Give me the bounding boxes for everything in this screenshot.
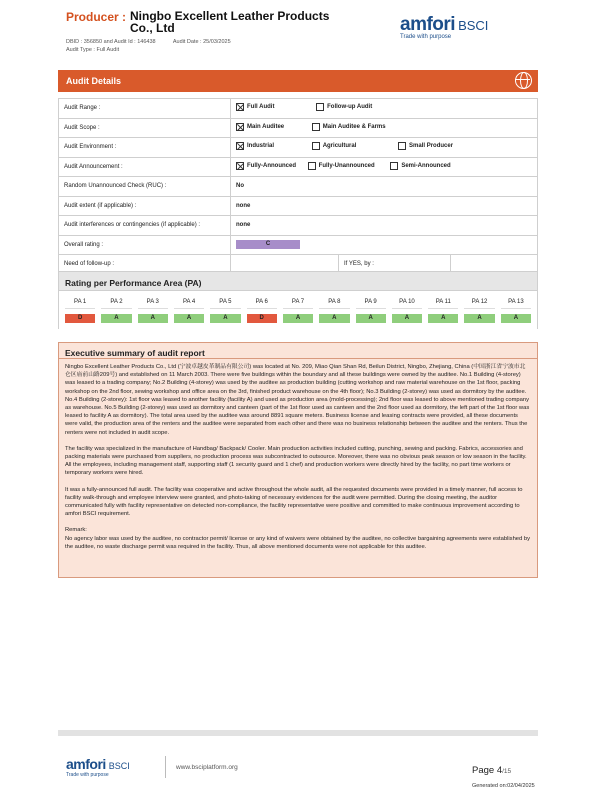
- ruc-value: No: [231, 177, 538, 197]
- audit-details-header: [58, 70, 538, 92]
- interferences-label: Audit interferences or contingencies (if applicable) :: [59, 216, 231, 236]
- producer-name: [130, 10, 329, 34]
- audit-environment-options: [231, 138, 538, 158]
- audit-extent-value: none: [231, 196, 538, 216]
- audit-range-options: [231, 99, 538, 119]
- pa-label: PA 1: [65, 295, 95, 309]
- pa-rating-badge: A: [283, 314, 313, 323]
- pa-rating-badge: A: [101, 314, 131, 323]
- option-follow-up[interactable]: [316, 103, 372, 111]
- producer-name-line2: Co., Ltd: [130, 21, 175, 35]
- horizontal-scrollbar[interactable]: [58, 730, 538, 736]
- pa-column: [138, 295, 168, 329]
- dbid-text: DBID : 356850 and Audit Id : 146438: [66, 39, 156, 45]
- page-number: [472, 765, 511, 776]
- table-row: [59, 138, 538, 158]
- option-main-auditee-farms[interactable]: [312, 123, 386, 131]
- option-fully-announced[interactable]: [236, 162, 296, 170]
- table-row: [59, 177, 538, 197]
- table-row: [59, 235, 538, 255]
- checkbox-checked-icon[interactable]: [236, 123, 244, 131]
- audit-scope-label: Audit Scope :: [59, 118, 231, 138]
- logo-word: amfori: [400, 14, 456, 35]
- pa-column: [210, 295, 240, 329]
- overall-rating-label: Overall rating :: [59, 235, 231, 255]
- option-label: Industrial: [247, 143, 275, 150]
- audit-announcement-options: [231, 157, 538, 177]
- table-row: [59, 118, 538, 138]
- audit-details-table: [58, 98, 538, 275]
- table-row: [59, 216, 538, 236]
- option-label: Follow-up Audit: [327, 104, 373, 111]
- producer-name-line1: Ningbo Excellent Leather Products: [130, 9, 330, 23]
- pa-rating-badge: A: [210, 314, 240, 323]
- option-small-producer[interactable]: [398, 142, 453, 150]
- executive-summary-body: [59, 359, 537, 555]
- pa-rating-grid: [59, 291, 537, 329]
- audit-environment-label: Audit Environment :: [59, 138, 231, 158]
- pa-label: PA 7: [283, 295, 313, 309]
- audit-scope-options: [231, 118, 538, 138]
- option-label: Fully-Unannounced: [318, 162, 375, 169]
- pa-rating-badge: A: [319, 314, 349, 323]
- amfori-logo: [400, 14, 500, 44]
- footer-logo-bsci: BSCI: [108, 761, 130, 771]
- page-label: Page: [472, 765, 497, 776]
- pa-rating-section: [58, 271, 538, 329]
- option-full-audit[interactable]: [236, 103, 274, 111]
- interferences-value: none: [231, 216, 538, 236]
- option-label: Small Producer: [409, 143, 454, 150]
- option-agricultural[interactable]: [312, 142, 357, 150]
- summary-paragraph-3: It was a fully-announced full audit. The facility was cooperative and active throughout the whole audit, all the requested documents were provided in a timely manner, full access to facility walk-through and employee interview were granted, and photo-taking of necessary evidences for the audit were permitted. During the closing meeting, the auditor communicated fully with facility representative on detected non-compliance, the facility representative were positive and committed to make continuous improvement according to amfori BSCI requirement.: [65, 486, 523, 518]
- audit-type-text: Audit Type : Full Audit: [66, 47, 120, 53]
- pa-rating-badge: D: [65, 314, 95, 323]
- footer-amfori-logo: [66, 756, 156, 778]
- pa-rating-title: Rating per Performance Area (PA): [59, 272, 537, 291]
- pa-rating-badge: A: [356, 314, 386, 323]
- executive-summary: [58, 342, 538, 578]
- table-row: [59, 99, 538, 119]
- ruc-label: Random Unannounced Check (RUC) :: [59, 177, 231, 197]
- checkbox-icon[interactable]: [398, 142, 406, 150]
- pa-rating-badge: A: [464, 314, 494, 323]
- producer-label: Producer :: [66, 10, 127, 24]
- globe-icon: [515, 72, 532, 89]
- pa-rating-badge: A: [392, 314, 422, 323]
- pa-label: PA 6: [247, 295, 277, 309]
- if-yes-label: If YES, by :: [339, 255, 451, 275]
- pa-rating-badge: A: [138, 314, 168, 323]
- option-fully-unannounced[interactable]: [308, 162, 375, 170]
- page-total: /15: [502, 768, 512, 775]
- pa-label: PA 13: [501, 295, 531, 309]
- audit-extent-label: Audit extent (if applicable) :: [59, 196, 231, 216]
- footer-divider: [165, 756, 166, 778]
- pa-label: PA 8: [319, 295, 349, 309]
- pa-column: [101, 295, 131, 329]
- pa-label: PA 11: [428, 295, 458, 309]
- logo-tagline: Trade with purpose: [400, 34, 452, 40]
- audit-announcement-label: Audit Announcement :: [59, 157, 231, 177]
- remark-text: No agency labor was used by the auditee, no contractor permit/ license or any kind of waivers were obtained by the auditee, no collective bargaining agreements were established by the auditee, no waste discharge permit was required in the facility. Thus, all above mentioned documents were not applicable for this auditee.: [65, 535, 530, 550]
- option-label: Full Audit: [247, 104, 275, 111]
- audit-date-text: Audit Date : 25/03/2025: [172, 39, 231, 45]
- pa-label: PA 10: [392, 295, 422, 309]
- option-label: Agricultural: [322, 143, 357, 150]
- pa-column: [319, 295, 349, 329]
- pa-column: [174, 295, 204, 329]
- pa-column: [392, 295, 422, 329]
- option-label: Main Auditee: [247, 123, 285, 130]
- pa-rating-badge: A: [428, 314, 458, 323]
- pa-rating-badge: D: [247, 314, 277, 323]
- pa-column: [65, 295, 95, 329]
- option-semi-announced[interactable]: [390, 162, 450, 170]
- pa-column: [356, 295, 386, 329]
- pa-rating-badge: A: [174, 314, 204, 323]
- option-label: Main Auditee & Farms: [322, 123, 386, 130]
- checkbox-icon[interactable]: [308, 162, 316, 170]
- summary-paragraph-2: The facility was specialized in the manufacture of Handbag/ Backpack/ Cooler. Main production activities included cutting, punching, sewing and packing. Fabrics, accessories and packing materials were purchased from suppliers, no production process was subcontracted to outsource. Moreover, there was no obvious peak season or low season in the facility. All the employees, including management staff, supporting staff (1 security guard and 1 chef) and production workers were directly hired by the facility, no part time workers or temporary workers were hired.: [65, 445, 527, 477]
- pa-label: PA 5: [210, 295, 240, 309]
- footer-logo-tagline: Trade with purpose: [66, 772, 109, 778]
- pa-column: [428, 295, 458, 329]
- table-row: [59, 157, 538, 177]
- pa-rating-badge: A: [501, 314, 531, 323]
- checkbox-checked-icon[interactable]: [236, 103, 244, 111]
- logo-bsci: BSCI: [458, 18, 489, 33]
- footer-logo-word: amfori: [66, 756, 106, 772]
- pa-label: PA 3: [138, 295, 168, 309]
- pa-label: PA 4: [174, 295, 204, 309]
- table-row: [59, 196, 538, 216]
- option-main-auditee[interactable]: [236, 123, 284, 131]
- audit-details-title: Audit Details: [66, 76, 122, 86]
- checkbox-icon[interactable]: [316, 103, 324, 111]
- pa-column: [464, 295, 494, 329]
- overall-rating-cell: [231, 235, 538, 255]
- pa-label: PA 9: [356, 295, 386, 309]
- checkbox-checked-icon[interactable]: [236, 142, 244, 150]
- summary-paragraph-1: Ningbo Excellent Leather Products Co., Ltd (宁波卓越皮革制品有限公司) was located at No. 209, Miao Qian Shan Rd, Beilun District, Ningbo, Zhejiang, China (中国浙江省宁波市北仑区庙前山路209号) and established on 11 March 2003. There were five buildings within the boundary and all these buildings were owned by the auditee. No.1 Building (4-storey) was leased to a trading company; No.2 Building (4-storey) was used by the auditee as production building (cutting workshop and raw material warehouse on the 1st floor, packing workshop on the 2nd floor, sewing workshop and office area on the 3rd, finished product warehouse on the 4th floor); No.3 Building (2-storey) was used as dormitory by the auditee. No.4 Building (2-storey): 1st floor was leased to another facility (facility A) and used as production area (mold-processing); 2nd floor was leased to above mentioned trading company as warehouse. No.5 Building (2-storey) was used as dormitory and canteen (part of the 1st floor used as canteen and the 2nd floor used as dormitory, the left part of the 1st floor was leased to facility A as dormitory). The total area used by the auditee was around 8891 square meters. Business license and leasing contracts were provided, all these documents were valid, the production area of the renters and the auditee were separated from each other and there was no business relationship between the auditee and the renters. Thus the renters were not included in audit scope.: [65, 364, 530, 436]
- pa-column: [501, 295, 531, 329]
- follow-up-label: Need of follow-up :: [59, 255, 231, 275]
- option-industrial[interactable]: [236, 142, 274, 150]
- overall-rating-badge: C: [236, 240, 300, 249]
- remark-label: Remark:: [65, 527, 87, 534]
- executive-summary-title: Executive summary of audit report: [59, 343, 537, 359]
- pa-column: [247, 295, 277, 329]
- footer-url[interactable]: www.bsciplatform.org: [176, 764, 238, 771]
- checkbox-icon[interactable]: [312, 142, 320, 150]
- option-label: Fully-Announced: [247, 162, 296, 169]
- audit-range-label: Audit Range :: [59, 99, 231, 119]
- pa-column: [283, 295, 313, 329]
- pa-label: PA 2: [101, 295, 131, 309]
- option-label: Semi-Announced: [401, 162, 451, 169]
- pa-label: PA 12: [464, 295, 494, 309]
- generated-date: Generated on:02/04/2025: [472, 783, 535, 789]
- checkbox-icon[interactable]: [390, 162, 398, 170]
- checkbox-icon[interactable]: [312, 123, 320, 131]
- page-current: 4: [496, 765, 503, 776]
- checkbox-checked-icon[interactable]: [236, 162, 244, 170]
